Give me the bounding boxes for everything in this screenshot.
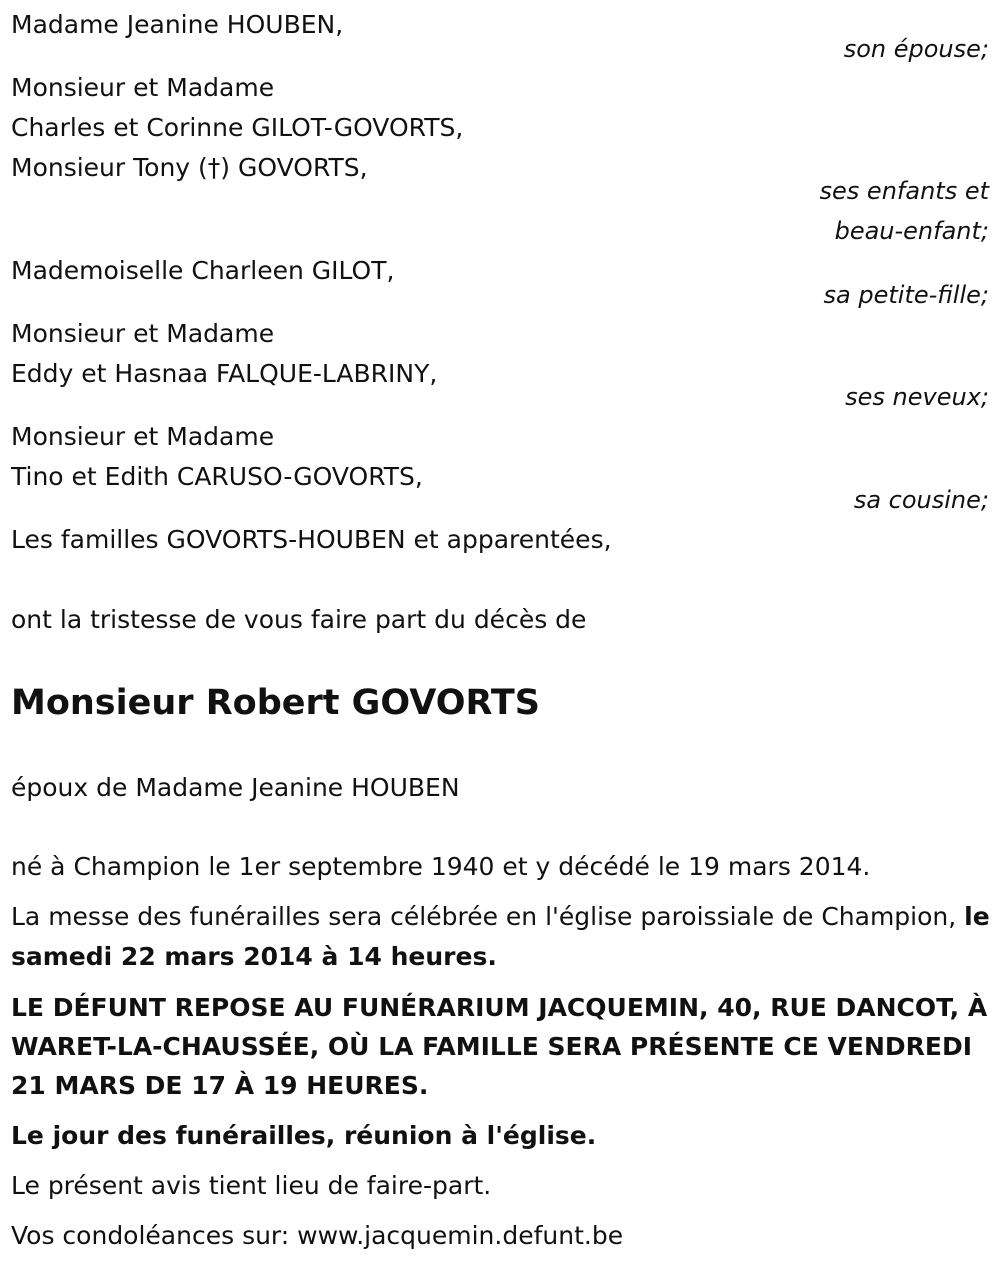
spouse-name: Madame Jeanine HOUBEN, [11,10,344,39]
funeral-mass-paragraph [11,897,991,977]
nephews-line-2: Eddy et Hasnaa FALQUE-LABRINY, [11,359,438,388]
funeral-mass-date: le samedi 22 mars 2014 à 14 heures. [11,902,990,971]
faire-part-notice: Le présent avis tient lieu de faire-part. [11,1171,492,1200]
birth-death-line: né à Champion le 1er septembre 1940 et y décédé le 19 mars 2014. [11,852,871,881]
nephews-line-1: Monsieur et Madame [11,319,275,348]
children-line-3: Monsieur Tony (†) GOVORTS, [11,153,368,182]
children-role-line-2: beau-enfant; [834,217,989,245]
nephews-role: ses neveux; [845,383,989,411]
cousin-line-2: Tino et Edith CARUSO-GOVORTS, [11,462,423,491]
families-line: Les familles GOVORTS-HOUBEN et apparentées, [11,525,612,554]
granddaughter-role: sa petite-fille; [823,281,989,309]
children-line-1: Monsieur et Madame [11,73,275,102]
children-line-2: Charles et Corinne GILOT-GOVORTS, [11,113,464,142]
cousin-line-1: Monsieur et Madame [11,422,275,451]
cousin-role: sa cousine; [853,486,989,514]
children-role-line-1: ses enfants et [819,177,989,205]
condolences-line: Vos condoléances sur: www.jacquemin.defunt.be [11,1221,624,1250]
granddaughter-name: Mademoiselle Charleen GILOT, [11,256,395,285]
spouse-role: son épouse; [843,35,989,63]
spouse-of-line: époux de Madame Jeanine HOUBEN [11,773,460,802]
deceased-name: Monsieur Robert GOVORTS [11,683,540,723]
meeting-notice: Le jour des funérailles, réunion à l'église. [11,1121,597,1150]
announcement-intro: ont la tristesse de vous faire part du décès de [11,605,587,634]
funerarium-notice: LE DÉFUNT REPOSE AU FUNÉRARIUM JACQUEMIN, 40, RUE DANCOT, À WARET-LA-CHAUSSÉE, OÙ LA FAMILLE SERA PRÉSENTE CE VENDREDI 21 MARS DE 17 À 19 HEURES. [11,993,988,1100]
funeral-mass-text: La messe des funérailles sera célébrée en l'église paroissiale de Champion, [11,902,965,931]
